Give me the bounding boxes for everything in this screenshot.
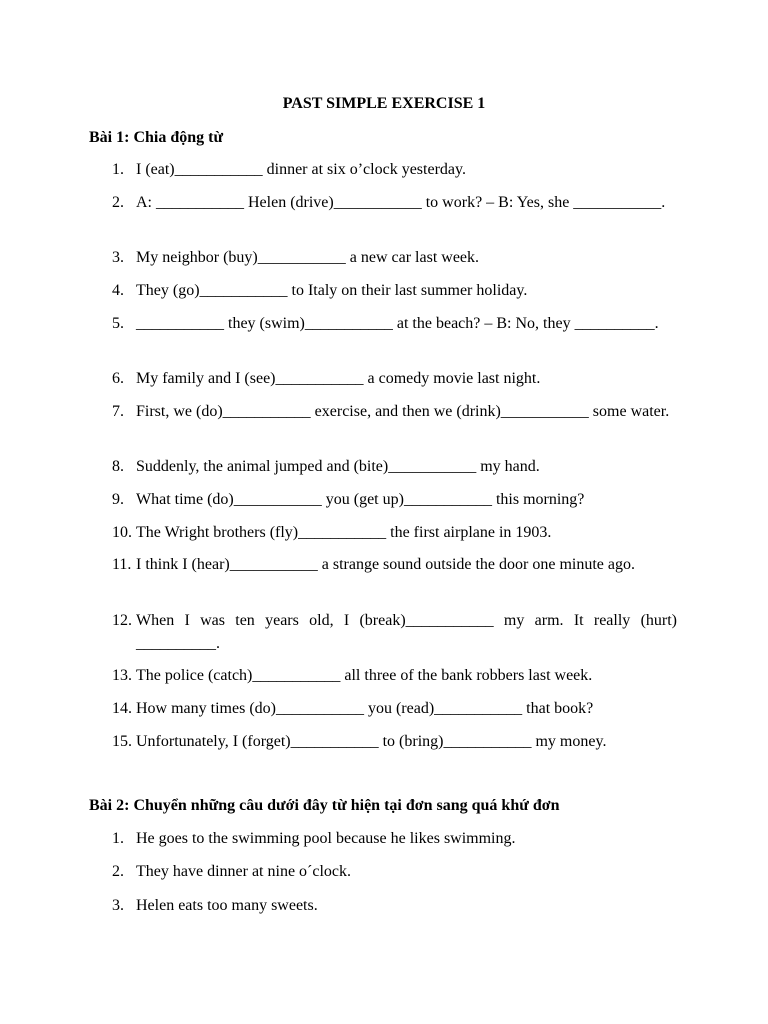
list-item	[112, 400, 677, 423]
list-item	[112, 246, 677, 269]
item-text: How many times (do)___________ you (read)___________ that book?	[136, 700, 594, 717]
item-number: 9.	[112, 491, 124, 508]
item-number: 4.	[112, 282, 124, 299]
item-text: When I was ten years old, I (break)___________ my arm. It really (hurt) __________.	[136, 612, 677, 652]
list-item	[112, 730, 677, 753]
item-number: 1.	[112, 830, 124, 847]
item-number: 2.	[112, 863, 124, 880]
item-number: 3.	[112, 897, 124, 914]
item-text: My neighbor (buy)___________ a new car last week.	[136, 249, 480, 266]
item-number: 5.	[112, 315, 124, 332]
list-item	[112, 664, 677, 687]
item-number: 6.	[112, 370, 124, 387]
item-text: Helen eats too many sweets.	[136, 897, 318, 914]
list-item	[112, 279, 677, 302]
item-text: Unfortunately, I (forget)___________ to (bring)___________ my money.	[136, 733, 607, 750]
list-item	[112, 312, 677, 335]
list-item	[112, 827, 677, 850]
item-text: I think I (hear)___________ a strange sound outside the door one minute ago.	[136, 556, 635, 573]
item-number: 12.	[112, 612, 132, 629]
item-number: 3.	[112, 249, 124, 266]
item-text: Suddenly, the animal jumped and (bite)___________ my hand.	[136, 458, 540, 475]
item-number: 15.	[112, 733, 132, 750]
item-text: The police (catch)___________ all three of the bank robbers last week.	[136, 667, 593, 684]
list-item	[112, 488, 677, 511]
list-item	[112, 860, 677, 883]
list-item	[112, 158, 677, 181]
list-item	[112, 894, 677, 917]
item-text: The Wright brothers (fly)___________ the first airplane in 1903.	[136, 524, 552, 541]
list-item	[112, 697, 677, 720]
page-title: PAST SIMPLE EXERCISE 1	[282, 95, 486, 112]
item-number: 11.	[112, 556, 132, 573]
section-2-heading: Bài 2: Chuyển những câu dưới đây từ hiện tại đơn sang quá khứ đơn	[89, 797, 560, 814]
item-text: What time (do)___________ you (get up)___________ this morning?	[136, 491, 585, 508]
item-text: They (go)___________ to Italy on their last summer holiday.	[136, 282, 528, 299]
item-text: First, we (do)___________ exercise, and then we (drink)___________ some water.	[136, 403, 670, 420]
list-item	[112, 367, 677, 390]
item-number: 2.	[112, 194, 124, 211]
item-number: 14.	[112, 700, 132, 717]
item-number: 8.	[112, 458, 124, 475]
item-text: ___________ they (swim)___________ at the beach? – B: No, they __________.	[136, 315, 659, 332]
item-text: My family and I (see)___________ a comedy movie last night.	[136, 370, 541, 387]
item-number: 1.	[112, 161, 124, 178]
list-item	[112, 553, 677, 576]
item-number: 7.	[112, 403, 124, 420]
list-item	[112, 609, 677, 655]
list-item	[112, 191, 677, 214]
section-1-heading: Bài 1: Chia động từ	[89, 129, 224, 146]
item-text: They have dinner at nine o´clock.	[136, 863, 352, 880]
list-item	[112, 521, 677, 544]
item-number: 10.	[112, 524, 132, 541]
item-number: 13.	[112, 667, 132, 684]
item-text: He goes to the swimming pool because he likes swimming.	[136, 830, 516, 847]
list-item	[112, 455, 677, 478]
item-text: I (eat)___________ dinner at six o’clock yesterday.	[136, 161, 466, 178]
item-text: A: ___________ Helen (drive)___________ to work? – B: Yes, she ___________.	[136, 194, 666, 211]
